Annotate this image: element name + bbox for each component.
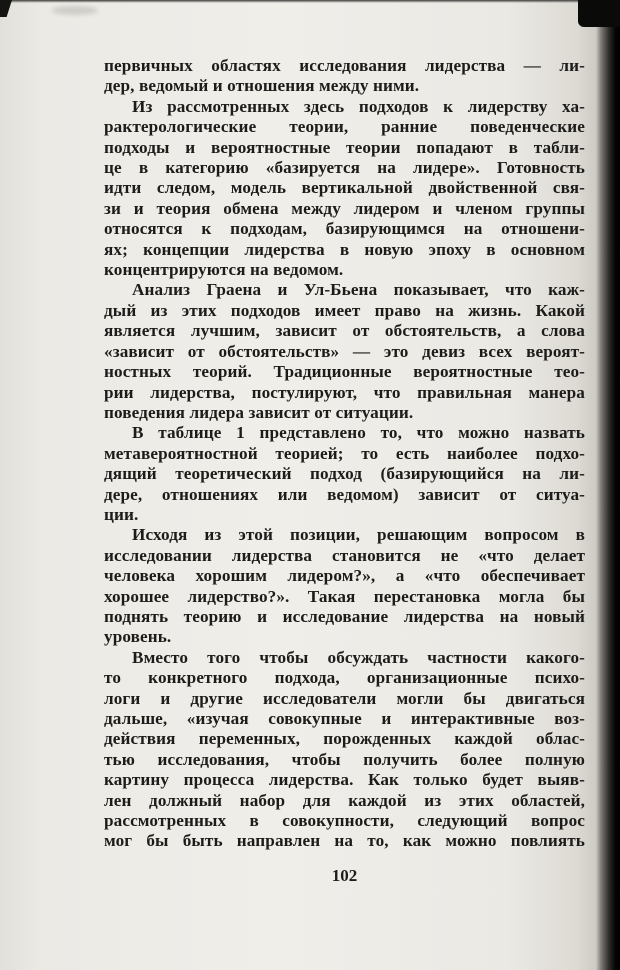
text-line: дере, отношениях или ведомом) зависит от ситуа- — [104, 484, 585, 504]
text-line: рассмотренных в совокупности, следующий вопрос — [104, 811, 585, 831]
text-line: В таблице 1 представлено то, что можно назвать — [132, 423, 585, 443]
text-line: хорошее лидерство?». Такая перестановка могла бы — [104, 586, 585, 606]
text-line: ях; концепции лидерства в новую эпоху в основном — [104, 239, 585, 259]
text-line: уровень. — [104, 627, 172, 647]
text-line: Анализ Граена и Ул-Бьена показывает, что каж- — [132, 280, 585, 300]
text-line: является лучшим, зависит от обстоятельств, а слова — [104, 321, 585, 341]
text-line: концентрируются на ведомом. — [104, 260, 344, 280]
text-line: мог бы быть направлен на то, как можно повлиять — [104, 831, 585, 851]
text-line: поведения лидера зависит от ситуации. — [104, 402, 414, 422]
text-line: действия переменных, порожденных каждой облас- — [104, 729, 585, 749]
text-line: идти следом, модель вертикальной двойственной свя- — [104, 178, 585, 198]
text-line: рии лидерства, постулируют, что правильная манера — [104, 382, 585, 402]
text-line: Из рассмотренных здесь подходов к лидерству ха- — [132, 96, 585, 116]
text-line: тью исследования, чтобы получить более полную — [104, 749, 585, 769]
text-line: дящий теоретический подход (базирующийся на ли- — [104, 464, 585, 484]
text-line: це в категорию «базируется на лидере». Готовность — [104, 158, 585, 178]
page-number: 102 — [331, 866, 358, 885]
text-line: дый из этих подходов имеет право на жизнь. Какой — [104, 300, 585, 320]
text-line: ции. — [104, 504, 139, 524]
text-line: поднять теорию и исследование лидерства на новый — [104, 606, 585, 626]
scan-smudge — [52, 6, 98, 15]
text-line: первичных областях исследования лидерства — ли- — [104, 56, 585, 75]
text-line: относятся к подходам, базирующимся на отношени- — [104, 219, 585, 239]
text-line: Вместо того чтобы обсуждать частности какого- — [132, 647, 585, 667]
text-line: подходы и вероятностные теории попадают в табли- — [104, 137, 585, 157]
scan-edge-top — [0, 0, 620, 3]
text-line: картину процесса лидерства. Как только будет выяв- — [104, 770, 585, 790]
text-line: рактерологические теории, ранние поведенческие — [104, 117, 585, 137]
text-line: зи и теория обмена между лидером и членом группы — [104, 198, 585, 218]
text-line: метавероятностной теорией; то есть наиболее подхо- — [104, 443, 585, 463]
scan-edge-right — [596, 0, 620, 970]
text-line: ностных теорий. Традиционные вероятностные тео- — [104, 362, 585, 382]
scan-corner-top-right — [578, 0, 620, 27]
text-line: логи и другие исследователи могли бы двигаться — [104, 688, 585, 708]
text-line: дер, ведомый и отношения между ними. — [104, 76, 420, 96]
text-line: человека хорошим лидером?», а «что обеспечивает — [104, 566, 585, 586]
text-line: исследовании лидерства становится не «что делает — [104, 545, 585, 565]
text-line: лен должный набор для каждой из этих областей, — [104, 790, 585, 810]
text-line: дальше, «изучая совокупные и интерактивные воз- — [104, 709, 585, 728]
text-line: «зависит от обстоятельств» — это девиз всех вероят- — [104, 341, 585, 361]
text-block — [104, 56, 585, 852]
text-line: то конкретного подхода, организационные психо- — [104, 668, 585, 688]
scan-corner-top-left — [0, 0, 12, 17]
text-line: Исходя из этой позиции, решающим вопросом в — [132, 525, 585, 545]
